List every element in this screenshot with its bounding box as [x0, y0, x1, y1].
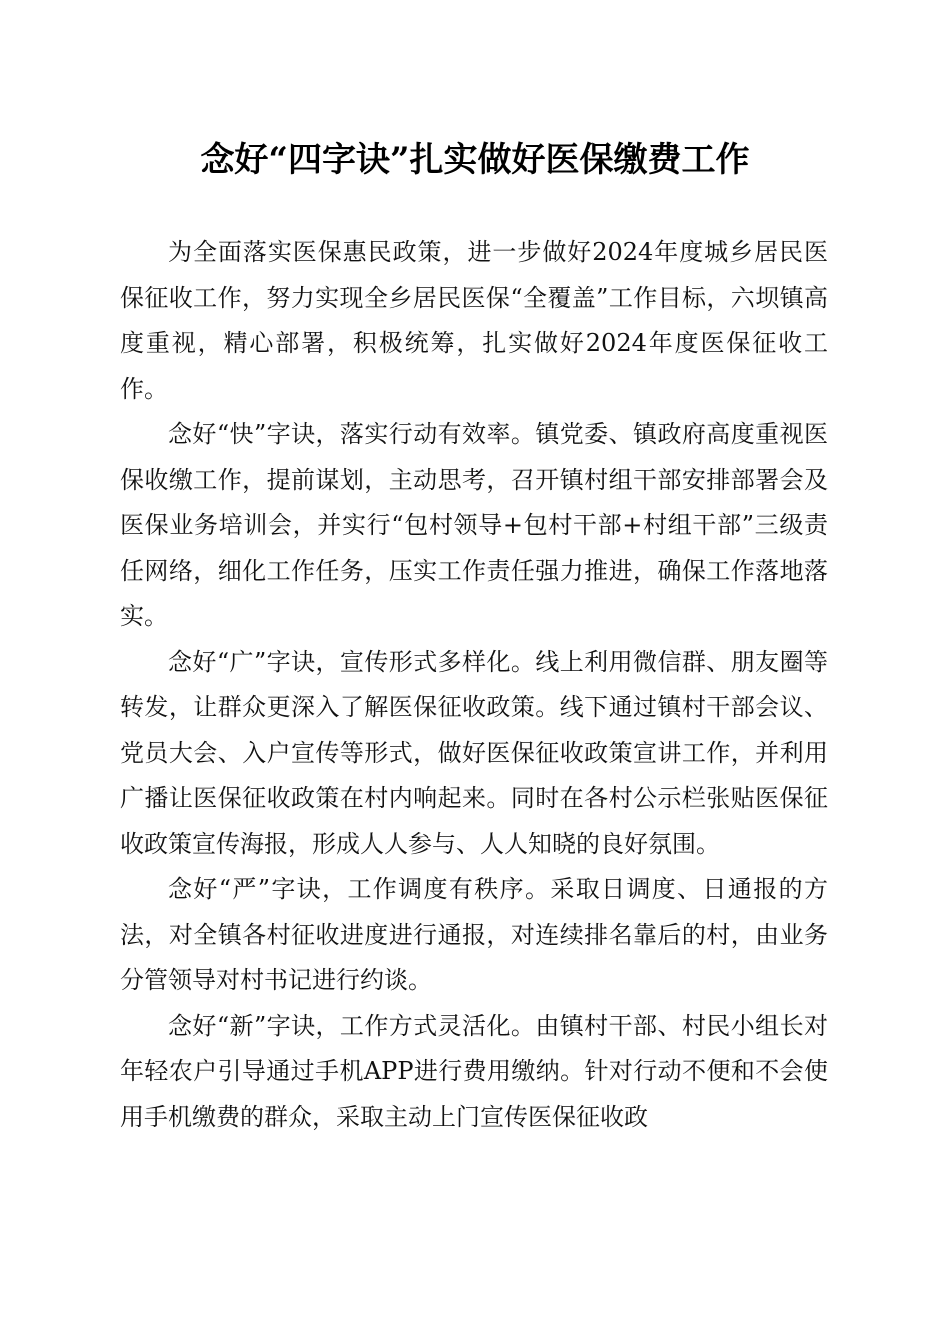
- paragraph-kuai: 念好“快”字诀，落实行动有效率。镇党委、镇政府高度重视医保收缴工作，提前谋划，主动思考，召开镇村组干部安排部署会及医保业务培训会，并实行“包村领导+包村干部+村组干部”三级责任网络，细化工作任务，压实工作责任强力推进，确保工作落地落实。: [120, 420, 828, 630]
- document-title: 念好“四字诀”扎实做好医保缴费工作: [200, 140, 750, 180]
- paragraph-yan: 念好“严”字诀，工作调度有秩序。采取日调度、日通报的方法，对全镇各村征收进度进行通报，对连续排名靠后的村，由业务分管领导对村书记进行约谈。: [120, 875, 828, 994]
- paragraph-intro: 为全面落实医保惠民政策，进一步做好2024年度城乡居民医保征收工作，努力实现全乡居民医保“全覆盖”工作目标，六坝镇高度重视，精心部署，积极统筹，扎实做好2024年度医保征收工作。: [120, 238, 828, 403]
- paragraph-guang: 念好“广”字诀，宣传形式多样化。线上利用微信群、朋友圈等转发，让群众更深入了解医保征收政策。线下通过镇村干部会议、党员大会、入户宣传等形式，做好医保征收政策宣讲工作，并利用广播让医保征收政策在村内响起来。同时在各村公示栏张贴医保征收政策宣传海报，形成人人参与、人人知晓的良好氛围。: [120, 647, 828, 858]
- paragraph-xin: 念好“新”字诀，工作方式灵活化。由镇村干部、村民小组长对年轻农户引导通过手机APP进行费用缴纳。针对行动不便和不会使用手机缴费的群众，采取主动上门宣传医保征收政: [120, 1011, 828, 1131]
- document-body: [120, 230, 828, 1140]
